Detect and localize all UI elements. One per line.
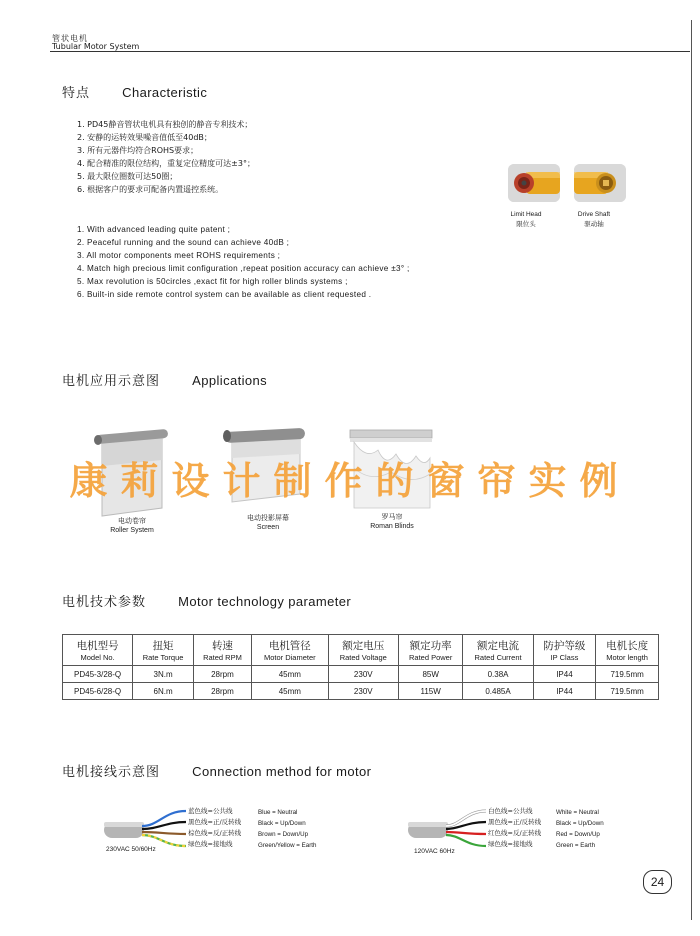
header-divider xyxy=(50,51,690,52)
voltage-label-230v: 230VAC 50/60Hz xyxy=(106,846,156,853)
table-row xyxy=(63,666,659,683)
header-title-en: Tubular Motor System xyxy=(52,42,140,51)
header-en: Model No. xyxy=(80,653,115,662)
header-en: Motor length xyxy=(606,653,648,662)
header-title-cn: 管状电机 xyxy=(52,34,88,43)
parameters-title-cn: 电机技术参数 xyxy=(62,595,147,610)
list-item: 棕色线=反/正转线 xyxy=(188,829,242,837)
screen-caption xyxy=(226,514,310,532)
header-cn: 电机型号 xyxy=(76,640,119,652)
drive-shaft-label-en: Drive Shaft xyxy=(577,211,611,218)
list-item: Brown = Down/Up xyxy=(258,831,309,838)
table-cell: 45mm xyxy=(251,683,328,700)
wire-legend-120v-cn xyxy=(488,806,541,850)
list-item: White = Neutral xyxy=(556,809,599,816)
header-en: Rated Voltage xyxy=(339,653,387,662)
applications-title-en: Applications xyxy=(192,373,268,388)
wire-legend-120v-en xyxy=(556,807,604,851)
applications-title-cn: 电机应用示意图 xyxy=(62,374,161,389)
list-item: 3. All motor components meet ROHS requirements ; xyxy=(77,251,281,260)
list-item: 黑色线=正/反转线 xyxy=(488,818,542,826)
header-cn: 电机长度 xyxy=(606,640,649,652)
limit-head-label-cn: 限位头 xyxy=(516,221,536,228)
list-item: 6. 根据客户的要求可配备内置遥控系统。 xyxy=(77,185,224,194)
table-cell: IP44 xyxy=(533,666,596,683)
table-header-cell xyxy=(398,635,463,666)
wire-left-0 xyxy=(142,811,186,826)
list-item: 2. 安静的运转效果噪音值低至40dB； xyxy=(77,133,212,142)
table-header-cell xyxy=(133,635,194,666)
list-item: 蓝色线=公共线 xyxy=(188,807,233,815)
header-en: IP Class xyxy=(550,653,579,662)
roman-blinds-caption xyxy=(352,513,432,531)
table-cell: 230V xyxy=(328,666,398,683)
roman-blinds-label-en: Roman Blinds xyxy=(370,523,414,530)
table-cell: 719.5mm xyxy=(596,666,659,683)
parameters-title xyxy=(62,591,351,610)
list-item: 1. PD45静音管状电机具有独创的静音专利技术； xyxy=(77,120,253,129)
list-item: 3. 所有元器件均符合ROHS要求； xyxy=(77,146,199,155)
table-cell: PD45-3/28-Q xyxy=(63,666,133,683)
list-item: 红色线=反/正转线 xyxy=(488,829,542,837)
header-en: Rated Power xyxy=(408,653,453,662)
table-cell: 0.485A xyxy=(463,683,533,700)
table-header-cell xyxy=(193,635,251,666)
table-cell: 3N.m xyxy=(133,666,194,683)
list-item: 绿色线=接地线 xyxy=(488,840,533,848)
header-en: Rate Torque xyxy=(142,653,184,662)
roman-blinds-label-cn: 罗马帘 xyxy=(381,514,403,521)
header-en: Rated RPM xyxy=(203,653,242,662)
table-header-cell xyxy=(533,635,596,666)
table-header-cell xyxy=(328,635,398,666)
parameters-title-en: Motor technology parameter xyxy=(178,594,352,609)
characteristic-title-cn: 特点 xyxy=(62,86,91,101)
table-cell: 0.38A xyxy=(463,666,533,683)
connection-title-cn: 电机接线示意图 xyxy=(62,765,161,780)
header-cn: 转速 xyxy=(211,640,233,652)
table-cell: 28rpm xyxy=(193,683,251,700)
list-item: 4. Match high precious limit configuration ,repeat position accuracy can achieve ±3° ; xyxy=(77,264,410,273)
header-en: Motor Diameter xyxy=(263,653,316,662)
table-cell: 6N.m xyxy=(133,683,194,700)
table-cell: 230V xyxy=(328,683,398,700)
table-cell: 719.5mm xyxy=(596,683,659,700)
connection-title-en: Connection method for motor xyxy=(192,764,372,779)
characteristic-list-en xyxy=(77,223,410,301)
list-item: 2. Peaceful running and the sound can achieve 40dB ; xyxy=(77,238,290,247)
drive-shaft-label-cn: 驱动轴 xyxy=(584,221,604,228)
drive-shaft-caption xyxy=(566,210,622,230)
wire-legend-230v-cn xyxy=(188,806,241,850)
list-item: 绿色线=接地线 xyxy=(188,840,233,848)
table-cell: 115W xyxy=(398,683,463,700)
screen-label-en: Screen xyxy=(256,524,280,531)
table-cell: PD45-6/28-Q xyxy=(63,683,133,700)
limit-head-caption xyxy=(500,210,552,230)
wire-right-3 xyxy=(446,835,486,846)
list-item: Green/Yellow = Earth xyxy=(258,842,317,849)
header-cn: 额定电压 xyxy=(342,640,385,652)
header-cn: 额定电流 xyxy=(477,640,520,652)
list-item: 5. 最大限位圈数可达50圈； xyxy=(77,172,178,181)
wire-right-2 xyxy=(446,832,486,834)
watermark-text: 康莉设计制作的窗帘实例 xyxy=(69,459,631,503)
wire-legend-230v-en xyxy=(258,807,316,851)
limit-head-label-en: Limit Head xyxy=(510,211,542,218)
connection-title xyxy=(62,761,371,780)
roller-system-caption xyxy=(92,517,172,535)
voltage-label-120v: 120VAC 60Hz xyxy=(414,848,455,855)
table-cell: 28rpm xyxy=(193,666,251,683)
list-item: Blue = Neutral xyxy=(258,809,298,816)
table-row xyxy=(63,683,659,700)
list-item: 4. 配合精准的限位结构，重复定位精度可达±3°； xyxy=(77,159,255,168)
roller-system-label-cn: 电动卷帘 xyxy=(118,518,146,525)
wire-left-2 xyxy=(142,832,186,834)
table-cell: 45mm xyxy=(251,666,328,683)
table-header-cell xyxy=(63,635,133,666)
list-item: Black = Up/Down xyxy=(258,820,306,827)
applications-title xyxy=(62,370,267,389)
header-cn: 额定功率 xyxy=(409,640,452,652)
header-en: Rated Current xyxy=(474,653,522,662)
table-cell: IP44 xyxy=(533,683,596,700)
limit-head-image xyxy=(508,164,560,202)
list-item: Green = Earth xyxy=(556,842,596,849)
table-header-cell xyxy=(463,635,533,666)
header-cn: 扭矩 xyxy=(152,640,174,652)
characteristic-title xyxy=(62,82,207,101)
table-header-cell xyxy=(251,635,328,666)
table-cell: 85W xyxy=(398,666,463,683)
list-item: 6. Built-in side remote control system can be available as client requested . xyxy=(77,290,372,299)
table-header-cell xyxy=(596,635,659,666)
drive-shaft-image xyxy=(574,164,626,202)
list-item: 1. With advanced leading quite patent ; xyxy=(77,225,231,234)
roller-system-label-en: Roller System xyxy=(110,527,154,534)
table-header-row xyxy=(63,635,659,666)
page-number: 24 xyxy=(643,870,672,894)
screen-label-cn: 电动投影屏幕 xyxy=(247,515,289,522)
header-cn: 防护等级 xyxy=(543,640,586,652)
list-item: Red = Down/Up xyxy=(556,831,600,838)
list-item: Black = Up/Down xyxy=(556,820,604,827)
characteristic-title-en: Characteristic xyxy=(122,85,208,100)
list-item: 5. Max revolution is 50circles ,exact fit for high roller blinds systems ; xyxy=(77,277,348,286)
list-item: 白色线=公共线 xyxy=(488,807,533,815)
characteristic-list-cn xyxy=(77,118,255,196)
list-item: 黑色线=正/反转线 xyxy=(188,818,242,826)
header-cn: 电机管径 xyxy=(268,640,311,652)
parameters-table xyxy=(62,634,659,700)
